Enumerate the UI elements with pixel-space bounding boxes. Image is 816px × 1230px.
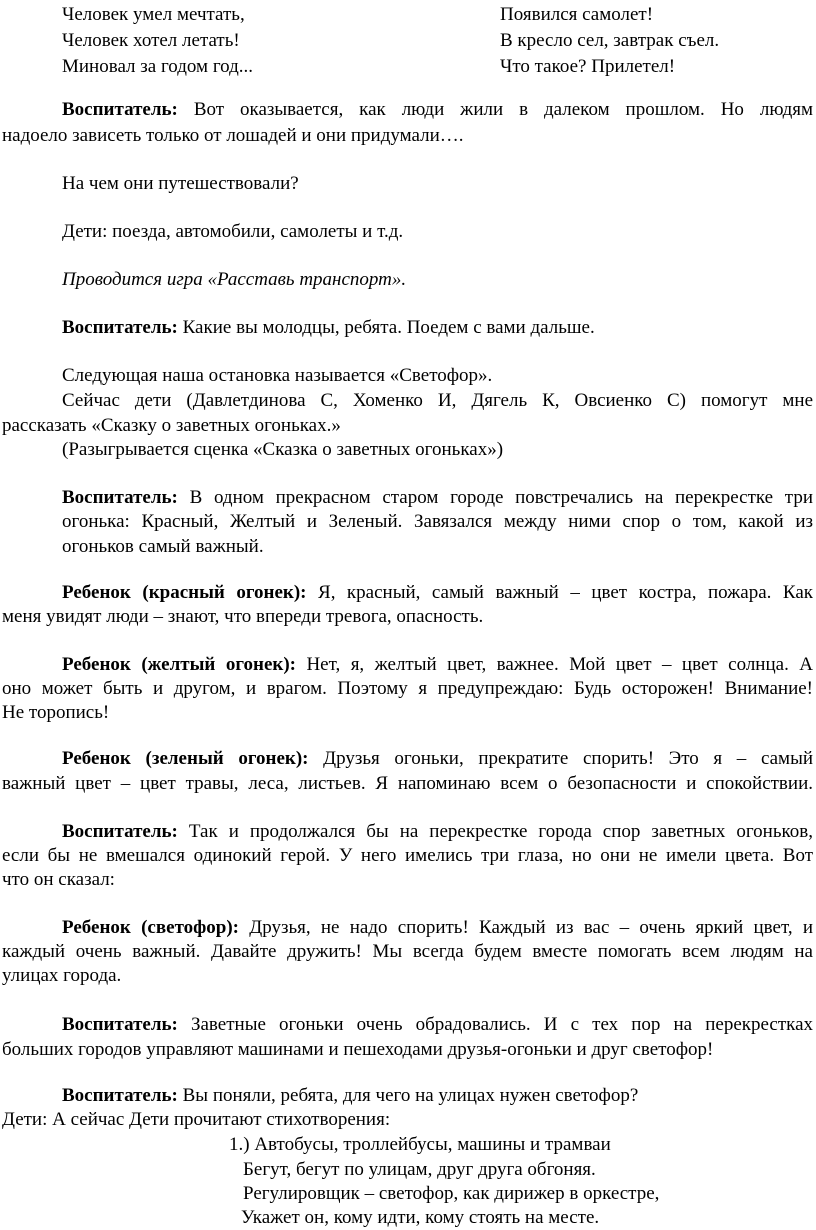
paragraph-8-line-1: Воспитатель: Так и продолжался бы на перекрестке города спор заветных огоньков,	[62, 821, 813, 842]
poem-right-line-2: В кресло сел, завтрак съел.	[500, 30, 720, 51]
paragraph-4-line-1: Воспитатель: В одном прекрасном старом городе повстречались на перекрестке три	[62, 487, 813, 508]
poem-bottom-line-4: Укажет он, кому идти, кому стоять на месте.	[241, 1207, 600, 1228]
poem-left-line-3: Миновал за годом год...	[62, 56, 254, 77]
poem-left-line-2: Человек хотел летать!	[62, 30, 240, 51]
paragraph-5-line-1: Ребенок (красный огонек): Я, красный, самый важный – цвет костра, пожара. Как	[62, 582, 813, 603]
paragraph-4-line-2: огонька: Красный, Желтый и Зеленый. Завязался между ними спор о том, какой из	[62, 511, 813, 532]
paragraph-7-line-2: важный цвет – цвет травы, леса, листьев. Я напоминаю всем о безопасности и спокойствии.	[2, 773, 813, 794]
poem-right-line-1: Появился самолет!	[500, 4, 654, 25]
paragraph-3-line-3: рассказать «Сказку о заветных огоньках.»	[2, 415, 341, 436]
paragraph-1-line-1: Воспитатель: Вот оказывается, как люди жили в далеком прошлом. Но людям	[62, 99, 813, 120]
paragraph-5-line-2: меня увидят люди – знают, что впереди тревога, опасность.	[2, 606, 484, 627]
children-answer-line: Дети: поезда, автомобили, самолеты и т.д.	[62, 221, 404, 242]
game-note: Проводится игра «Расставь транспорт».	[62, 269, 407, 290]
paragraph-3-line-2: Сейчас дети (Давлетдинова С, Хоменко И, Дягель К, Овсиенко С) помогут мне	[62, 390, 813, 411]
paragraph-9-line-3: улицах города.	[2, 965, 122, 986]
paragraph-9-line-2: каждый очень важный. Давайте дружить! Мы всегда будем вместе помогать всем людям на	[2, 941, 813, 962]
paragraph-8-line-2: если бы не вмешался одинокий герой. У него имелись три глаза, но они не имели цвета. Вот	[2, 845, 813, 866]
paragraph-11: Воспитатель: Вы поняли, ребята, для чего на улицах нужен светофор?	[62, 1085, 639, 1106]
paragraph-2: Воспитатель: Какие вы молодцы, ребята. Поедем с вами дальше.	[62, 317, 595, 338]
paragraph-3-line-4: (Разыгрывается сценка «Сказка о заветных огоньках»)	[62, 439, 504, 460]
question-line: На чем они путешествовали?	[62, 173, 299, 194]
paragraph-4-line-3: огоньков самый важный.	[62, 536, 264, 557]
children-read-line: Дети: А сейчас Дети прочитают стихотворения:	[2, 1109, 391, 1130]
paragraph-9-line-1: Ребенок (светофор): Друзья, не надо спорить! Каждый из вас – очень яркий цвет, и	[62, 917, 813, 938]
paragraph-1-line-2: надоело зависеть только от лошадей и они придумали….	[2, 125, 464, 146]
poem-right-line-3: Что такое? Прилетел!	[500, 56, 676, 77]
paragraph-6-line-2: оно может быть и другом, и врагом. Поэтому я предупреждаю: Будь осторожен! Внимание!	[2, 678, 813, 699]
paragraph-10-line-1: Воспитатель: Заветные огоньки очень обрадовались. И с тех пор на перекрестках	[62, 1014, 814, 1035]
poem-bottom-line-2: Бегут, бегут по улицам, друг друга обгоняя.	[243, 1159, 596, 1180]
paragraph-7-line-1: Ребенок (зеленый огонек): Друзья огоньки, прекратите спорить! Это я – самый	[62, 748, 813, 769]
paragraph-6-line-3: Не торопись!	[2, 702, 110, 723]
paragraph-10-line-2: больших городов управляют машинами и пешеходами друзья-огоньки и друг светофор!	[2, 1039, 714, 1060]
paragraph-8-line-3: что он сказал:	[2, 869, 115, 890]
poem-bottom-line-1: 1.) Автобусы, троллейбусы, машины и трамваи	[229, 1134, 611, 1155]
paragraph-6-line-1: Ребенок (желтый огонек): Нет, я, желтый цвет, важнее. Мой цвет – цвет солнца. А	[62, 654, 814, 675]
poem-bottom-line-3: Регулировщик – светофор, как дирижер в оркестре,	[243, 1183, 660, 1204]
paragraph-3-line-1: Следующая наша остановка называется «Светофор».	[62, 365, 493, 386]
poem-left-line-1: Человек умел мечтать,	[62, 4, 245, 25]
